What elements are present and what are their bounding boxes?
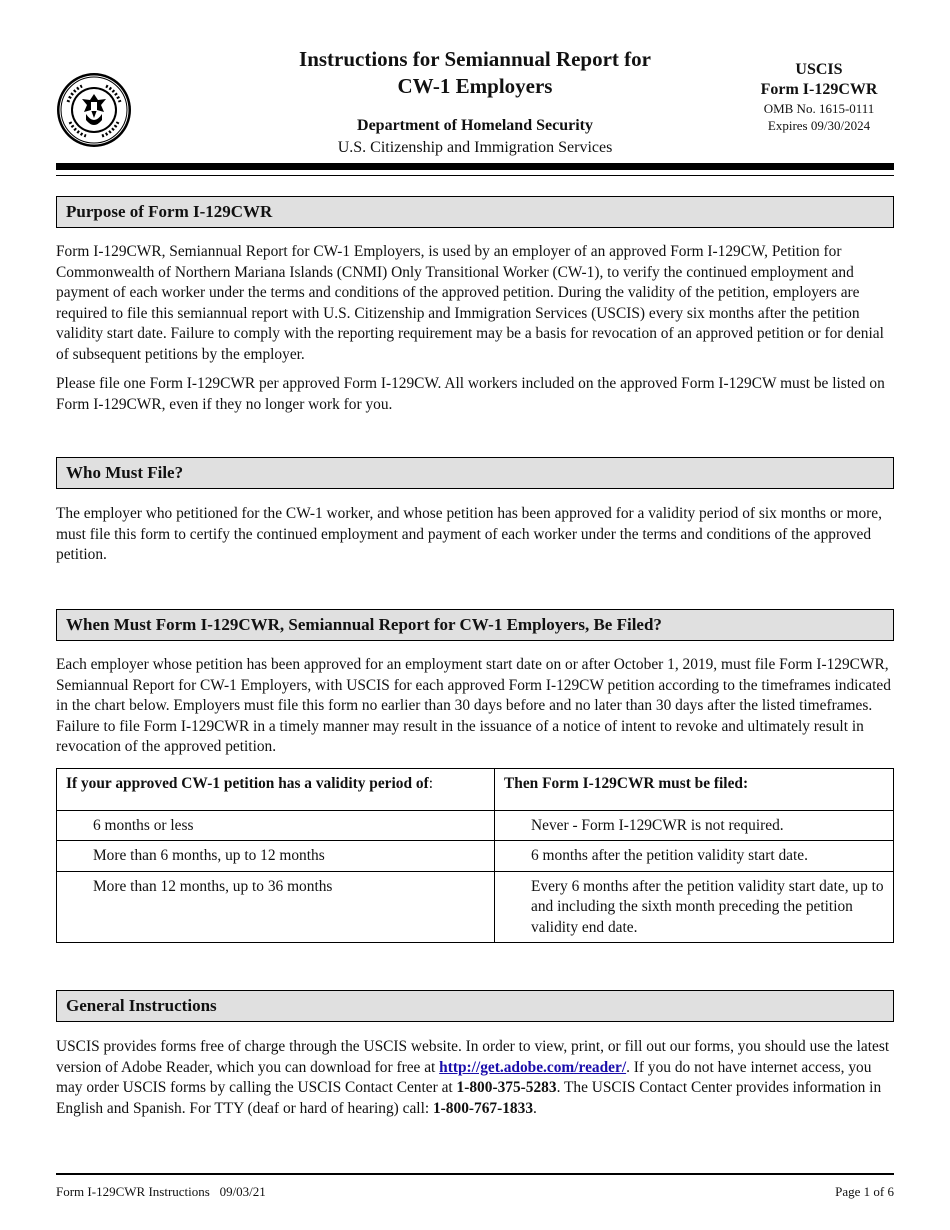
table-header-row [57, 769, 894, 811]
who-must-file-paragraph: The employer who petitioned for the CW-1 worker, and whose petition has been approved for a validity period of six months or more, must file this form to certify the continued employment and payment of each worker under the terms and conditions of the approved petition. [56, 505, 882, 563]
page-title [256, 46, 694, 100]
section-heading-when-to-file: When Must Form I-129CWR, Semiannual Report for CW-1 Employers, Be Filed? [56, 609, 894, 641]
footer-form-edition: Form I-129CWR Instructions 09/03/21 [56, 1184, 266, 1199]
purpose-paragraph-2: Please file one Form I-129CWR per approved Form I-129CW. All workers included on the approved Form I-129CW must be listed on Form I-129CWR, even if they no longer work for you. [56, 375, 885, 413]
footer-divider [56, 1173, 894, 1175]
tty-phone: 1-800-767-1833 [432, 1099, 534, 1117]
form-identifier [744, 60, 894, 134]
purpose-paragraph-1: Form I-129CWR, Semiannual Report for CW-1 Employers, is used by an employer of an approved Form I-129CW, Petition for Commonwealth of Northern Mariana Islands (CNMI) Only Transitional Worker (CW-1), to verify the continued employment and payment of each worker under the terms and conditions of the approved petition. During the validity of the petition, employers are required to file this semiannual report with U.S. Citizenship and Immigration Services (USCIS) every six months after the petition validity start date. Failure to comply with the reporting requirement may be a basis for revocation of an approved petition or for denial of subsequent petitions by the employer. [56, 243, 884, 363]
header-title-block [256, 46, 694, 158]
department-name: Department of Homeland Security [357, 117, 593, 134]
agency-name: U.S. Citizenship and Immigration Services [337, 139, 613, 156]
table-cell-period: More than 6 months, up to 12 months [57, 841, 495, 872]
form-number: Form I-129CWR [760, 81, 878, 98]
table-row [57, 871, 894, 943]
adobe-reader-link[interactable]: http://get.adobe.com/reader/ [439, 1058, 627, 1076]
filing-timeframe-table [56, 768, 894, 943]
section-heading-general-instructions: General Instructions [56, 990, 894, 1022]
form-agency: USCIS [795, 61, 843, 78]
table-cell-filing: Never - Form I-129CWR is not required. [495, 810, 894, 841]
table-cell-period: 6 months or less [57, 810, 495, 841]
table-cell-period: More than 12 months, up to 36 months [57, 871, 495, 943]
title-line-2: CW-1 Employers [397, 74, 553, 98]
omb-number: OMB No. 1615-0111 [763, 101, 875, 116]
table-cell-filing: 6 months after the petition validity start date. [495, 841, 894, 872]
header-divider-thin [56, 175, 894, 176]
footer-page-number: Page 1 of 6 [835, 1184, 894, 1199]
general-instructions-paragraph: USCIS provides forms free of charge through the USCIS website. In order to view, print, or fill out our forms, you should use the latest version of Adobe Reader, which you can download for free at http://get.adobe.com/reader/. If you do not have internet access, you may order USCIS forms by calling the USCIS Contact Center at 1-800-375-5283. The USCIS Contact Center provides information in English and Spanish. For TTY (deaf or hard of hearing) call: 1-800-767-1833. [56, 1038, 890, 1117]
table-header-filing-requirement: Then Form I-129CWR must be filed: [495, 769, 894, 811]
header-divider-thick [56, 163, 894, 170]
expiration-date: Expires 09/30/2024 [767, 118, 871, 133]
table-cell-filing: Every 6 months after the petition validity start date, up to and including the sixth month preceding the petition validity end date. [495, 871, 894, 943]
section-heading-purpose: Purpose of Form I-129CWR [56, 196, 894, 228]
when-to-file-paragraph: Each employer whose petition has been approved for an employment start date on or after October 1, 2019, must file Form I-129CWR, Semiannual Report for CW-1 Employers, with USCIS for each approved Form I-129CW petition according to the timeframes indicated in the chart below. Employers must file this form no earlier than 30 days before and no later than 30 days after the listed timeframes. Failure to file Form I-129CWR in a timely manner may result in the issuance of a notice of intent to revoke and ultimately result in revocation of the approved petition. [56, 656, 891, 755]
table-header-validity-period: If your approved CW-1 petition has a validity period of: [57, 769, 495, 811]
table-row [57, 810, 894, 841]
dhs-seal-icon [56, 72, 132, 148]
contact-center-phone: 1-800-375-5283 [456, 1079, 557, 1096]
page-footer [56, 1183, 894, 1200]
title-line-1: Instructions for Semiannual Report for [299, 47, 651, 71]
table-row [57, 841, 894, 872]
section-heading-who-must-file: Who Must File? [56, 457, 894, 489]
